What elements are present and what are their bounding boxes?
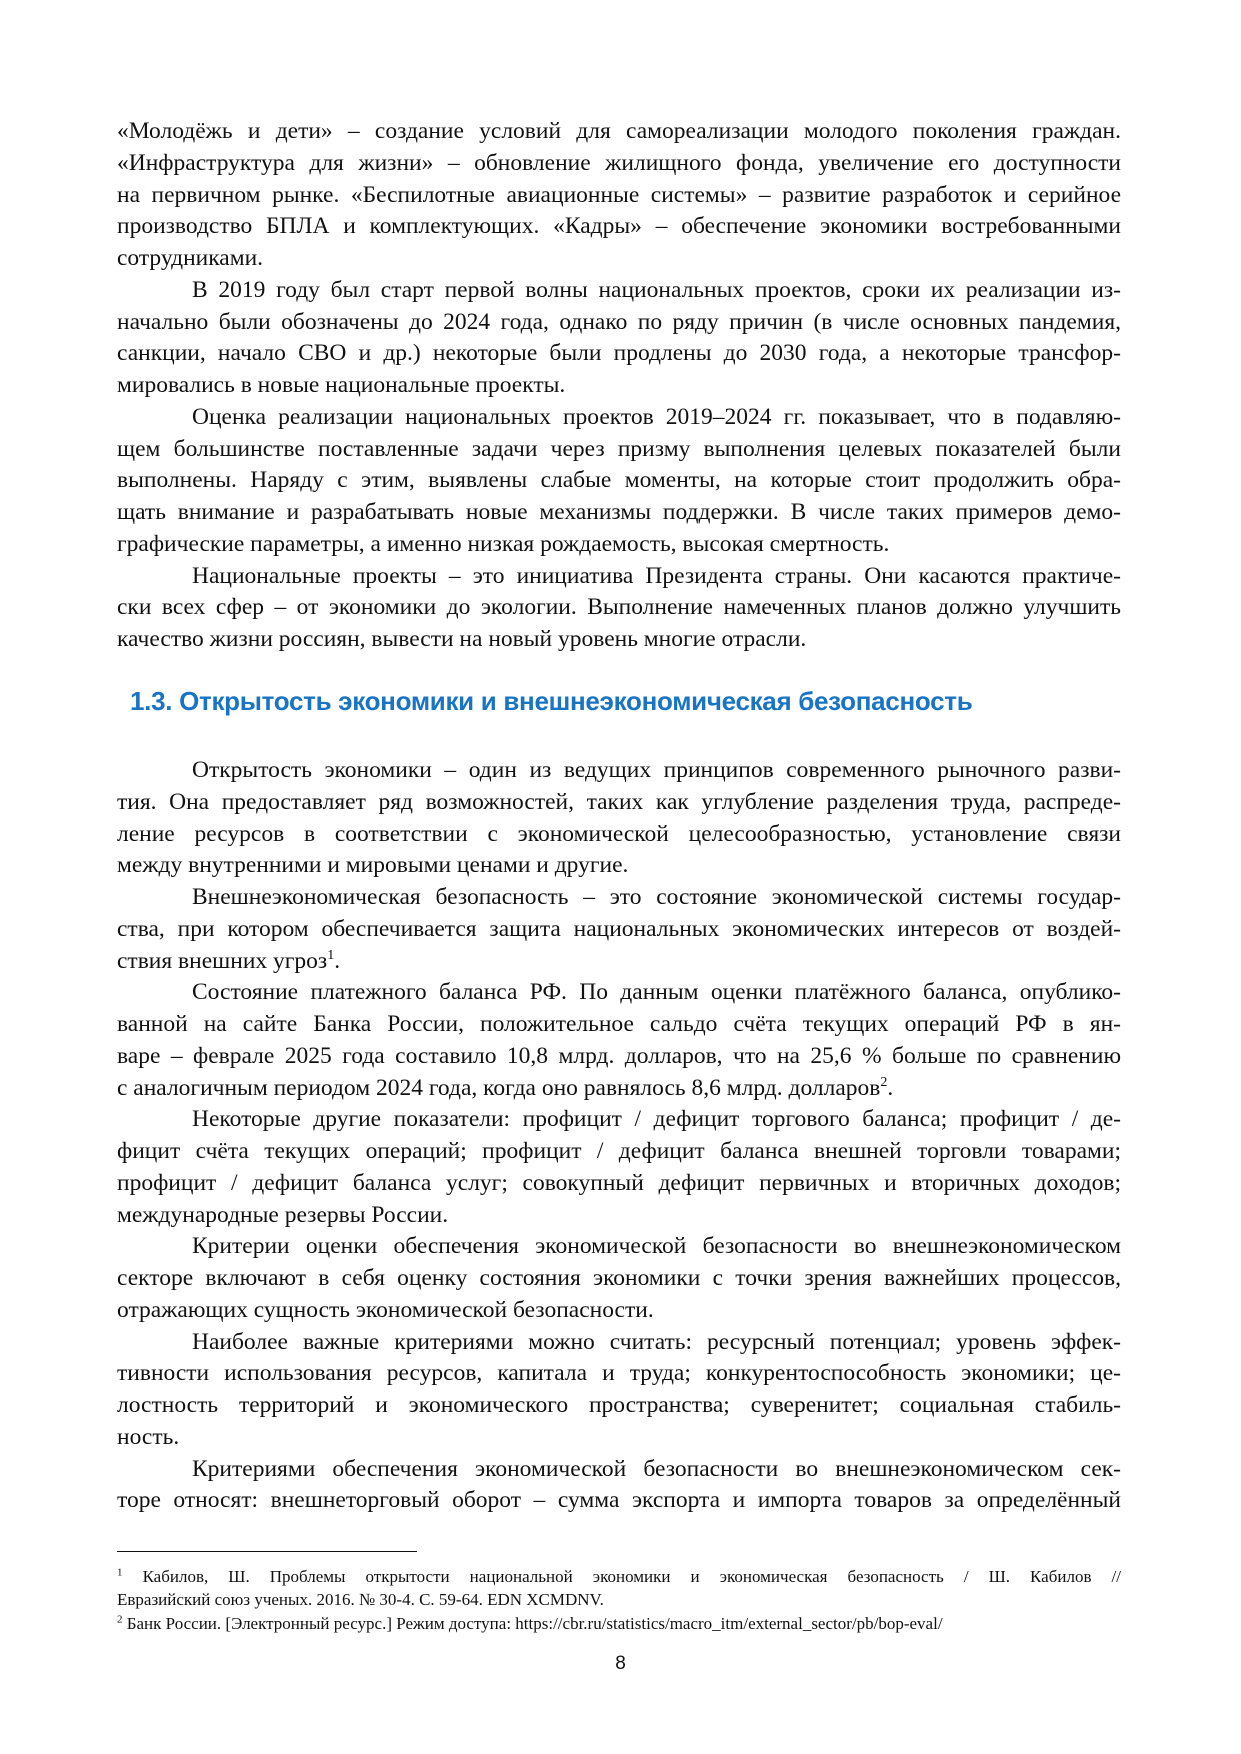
text-line xyxy=(117,1200,1121,1232)
text-line xyxy=(117,1073,1121,1105)
line-text: лостность территорий и экономического пространства; суверенитет; социальная стабиль- xyxy=(117,1392,1121,1418)
line-text: на первичном рынке. «Беспилотные авиационные системы» – развитие разработок и серийное xyxy=(117,181,1121,208)
body-text-top xyxy=(117,116,1121,656)
text-line xyxy=(117,402,1121,434)
line-text: начально были обозначены до 2024 года, однако по ряду причин (в числе основных пандемия, xyxy=(117,308,1121,335)
line-text: ски всех сфер – от экономики до экологии. Выполнение намеченных планов должно улучшить xyxy=(117,594,1121,621)
text-line xyxy=(117,1422,1121,1454)
text-line xyxy=(117,1390,1121,1422)
footnote-number: 1 xyxy=(117,1566,123,1579)
line-text: Внешнеэкономическая безопасность – это состояние экономической системы государ- xyxy=(192,884,1121,910)
text-line xyxy=(117,275,1121,307)
text-line xyxy=(117,307,1121,339)
footnote-text: Евразийский союз ученых. 2016. № 30-4. С. 59-64. EDN XCMDNV. xyxy=(117,1590,604,1610)
line-text: «Инфраструктура для жизни» – обновление жилищного фонда, увеличение его доступности xyxy=(117,149,1121,176)
line-text: качество жизни россиян, вывести на новый уровень многие отрасли. xyxy=(117,626,807,652)
text-line xyxy=(117,755,1121,787)
text-line xyxy=(117,850,1121,882)
line-text: секторе включают в себя оценку состояния экономики с точки зрения важнейших процессов, xyxy=(117,1265,1121,1291)
line-text: Национальные проекты – это инициатива Президента страны. Они касаются практиче- xyxy=(192,562,1121,589)
line-text: между внутренними и мировыми ценами и другие. xyxy=(117,852,629,879)
line-text: профицит / дефицит баланса услуг; совокупный дефицит первичных и вторичных доходов; xyxy=(117,1169,1121,1196)
text-line xyxy=(117,529,1121,561)
line-text: санкции, начало СВО и др.) некоторые были продлены до 2030 года, а некоторые трансфор- xyxy=(117,340,1121,367)
footnote-text: Кабилов, Ш. Проблемы открытости национальной экономики и экономическая безопасность / Ш. Кабилов // xyxy=(142,1567,1121,1586)
line-text: Критерии оценки обеспечения экономической безопасности во внешнеэкономическом xyxy=(192,1233,1121,1260)
line-text: международные резервы России. xyxy=(117,1201,449,1228)
text-line xyxy=(117,370,1121,402)
text-line xyxy=(117,624,1121,656)
line-text: щать внимание и разрабатывать новые механизмы поддержки. В числе таких примеров демо- xyxy=(117,499,1121,525)
text-line xyxy=(117,1295,1121,1327)
footnote-line xyxy=(117,1588,1121,1611)
text-line xyxy=(117,1327,1121,1359)
line-text: В 2019 году был старт первой волны национальных проектов, сроки их реализации из- xyxy=(192,276,1121,303)
line-text: ление ресурсов в соответствии с экономической целесообразностью, установление связи xyxy=(117,820,1121,847)
footnote-reference[interactable]: 2 xyxy=(880,1074,888,1090)
line-text-part: с аналогичным периодом 2024 года, когда оно равнялось 8,6 млрд. долларов xyxy=(117,1074,881,1101)
line-text: Открытость экономики – один из ведущих принципов современного рыночного разви- xyxy=(192,757,1121,783)
line-text: «Молодёжь и дети» – создание условий для самореализации молодого поколения граждан. xyxy=(117,118,1121,144)
line-text: Наиболее важные критериями можно считать: ресурсный потенциал; уровень эффек- xyxy=(192,1328,1121,1355)
line-text xyxy=(117,1073,893,1105)
line-text: сотрудниками. xyxy=(117,245,264,271)
section-heading: 1.3. Открытость экономики и внешнеэкономическая безопасность xyxy=(130,686,973,716)
text-line xyxy=(117,497,1121,529)
text-line xyxy=(117,116,1121,148)
text-line xyxy=(117,592,1121,624)
text-line xyxy=(117,1454,1121,1486)
line-text: производство БПЛА и комплектующих. «Кадры» – обеспечение экономики востребованными xyxy=(117,213,1121,240)
text-line xyxy=(117,946,1121,978)
line-text: щем большинстве поставленные задачи через призму выполнения целевых показателей были xyxy=(117,435,1121,462)
footnote-line xyxy=(117,1612,1121,1635)
text-line xyxy=(117,882,1121,914)
line-text: тия. Она предоставляет ряд возможностей, таких как углубление разделения труда, распреде- xyxy=(117,788,1121,815)
line-text-part: . xyxy=(887,1074,894,1101)
text-line xyxy=(117,243,1121,275)
text-line xyxy=(117,180,1121,212)
text-line xyxy=(117,1263,1121,1295)
page-number: 8 xyxy=(615,1653,626,1674)
body-text-bottom xyxy=(117,755,1121,1517)
line-text: ванной на сайте Банка России, положительное сальдо счёта текущих операций РФ в ян- xyxy=(117,1011,1121,1037)
text-line xyxy=(117,465,1121,497)
text-line xyxy=(117,561,1121,593)
footnote-text: Банк России. [Электронный ресурс.] Режим доступа: https://cbr.ru/statistics/macro_itm/external_sector/pb/bop-eval/ xyxy=(126,1613,943,1633)
footnote-line xyxy=(117,1565,1121,1588)
footnote-reference[interactable]: 1 xyxy=(327,947,335,963)
line-text: Некоторые другие показатели: профицит / дефицит торгового баланса; профицит / де- xyxy=(192,1106,1121,1133)
line-text: Критериями обеспечения экономической безопасности во внешнеэкономическом сек- xyxy=(192,1455,1121,1482)
line-text: варе – феврале 2025 года составило 10,8 млрд. долларов, что на 25,6 % больше по сравнению xyxy=(117,1042,1121,1069)
text-line xyxy=(117,1009,1121,1041)
footnote-separator xyxy=(117,1551,417,1552)
line-text: фицит счёта текущих операций; профицит / дефицит баланса внешней торговли товарами; xyxy=(117,1138,1121,1164)
footnote-number: 2 xyxy=(117,1612,123,1625)
text-line xyxy=(117,1168,1121,1200)
line-text: ность. xyxy=(117,1423,180,1450)
text-line xyxy=(117,787,1121,819)
text-line xyxy=(117,1041,1121,1073)
line-text: торе относят: внешнеторговый оборот – сумма экспорта и импорта товаров за определённый xyxy=(117,1487,1121,1514)
line-text: мировались в новые национальные проекты. xyxy=(117,372,566,398)
text-line xyxy=(117,1358,1121,1390)
line-text-part: . xyxy=(334,947,341,974)
line-text: Состояние платежного баланса РФ. По данным оценки платёжного баланса, опублико- xyxy=(192,979,1121,1006)
text-line xyxy=(117,1485,1121,1517)
text-line xyxy=(117,148,1121,180)
text-line xyxy=(117,1104,1121,1136)
line-text: выполнены. Наряду с этим, выявлены слабые моменты, на которые стоит продолжить обра- xyxy=(117,467,1121,494)
text-line xyxy=(117,977,1121,1009)
text-line xyxy=(117,434,1121,466)
line-text: Оценка реализации национальных проектов 2019–2024 гг. показывает, что в подавляю- xyxy=(192,403,1121,430)
text-line xyxy=(117,1136,1121,1168)
text-line xyxy=(117,211,1121,243)
text-line xyxy=(117,338,1121,370)
line-text-part: ствия внешних угроз xyxy=(117,947,328,974)
line-text: графические параметры, а именно низкая рождаемость, высокая смертность. xyxy=(117,530,890,557)
line-text: тивности использования ресурсов, капитала и труда; конкурентоспособность экономики; це- xyxy=(117,1360,1121,1387)
text-line xyxy=(117,1231,1121,1263)
line-text xyxy=(117,946,340,978)
line-text: ства, при котором обеспечивается защита национальных экономических интересов от воздей- xyxy=(117,915,1121,942)
text-line xyxy=(117,819,1121,851)
line-text: отражающих сущность экономической безопасности. xyxy=(117,1296,654,1323)
text-line xyxy=(117,914,1121,946)
